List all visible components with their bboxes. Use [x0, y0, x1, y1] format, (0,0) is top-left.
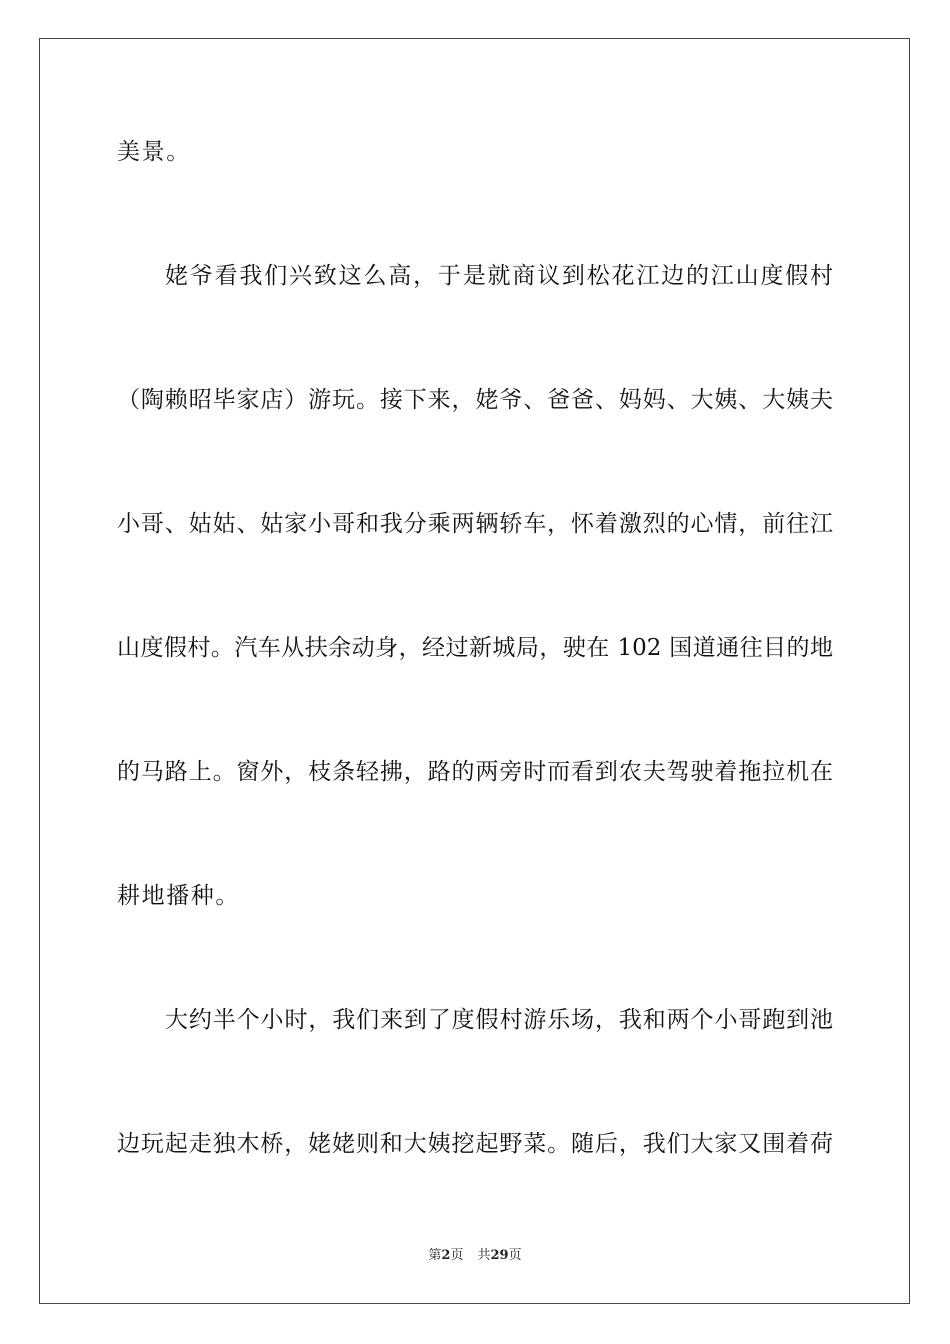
page-number: 2: [441, 1248, 451, 1263]
text-line-8: 大约半个小时，我们来到了度假村游乐场，我和两个小哥跑到池: [165, 1007, 833, 1033]
text-line-7: 耕地播种。: [117, 883, 240, 909]
total-pages: 29: [490, 1248, 509, 1263]
total-label-prefix: 共: [477, 1248, 491, 1263]
text-line-1: 美景。: [117, 139, 191, 165]
page-label-prefix: 第: [428, 1248, 442, 1263]
text-line-2: 姥爷看我们兴致这么高，于是就商议到松花江边的江山度假村: [165, 263, 833, 289]
text-line-3: （陶赖昭毕家店）游玩。接下来，姥爷、爸爸、妈妈、大姨、大姨夫: [117, 387, 833, 413]
text-line-9: 边玩起走独木桥，姥姥则和大姨挖起野菜。随后，我们大家又围着荷: [117, 1131, 833, 1157]
text-line-5: 山度假村。汽车从扶余动身，经过新城局，驶在 102 国道通往目的地: [117, 635, 833, 661]
page-label-suffix: 页: [450, 1248, 464, 1263]
text-line-4: 小哥、姑姑、姑家小哥和我分乘两辆轿车，怀着激烈的心情，前往江: [117, 511, 833, 537]
total-label-suffix: 页: [508, 1248, 522, 1263]
page-frame: [39, 38, 910, 1304]
text-line-6: 的马路上。窗外，枝条轻拂，路的两旁时而看到农夫驾驶着拖拉机在: [117, 759, 833, 785]
page-footer: [0, 1247, 950, 1265]
